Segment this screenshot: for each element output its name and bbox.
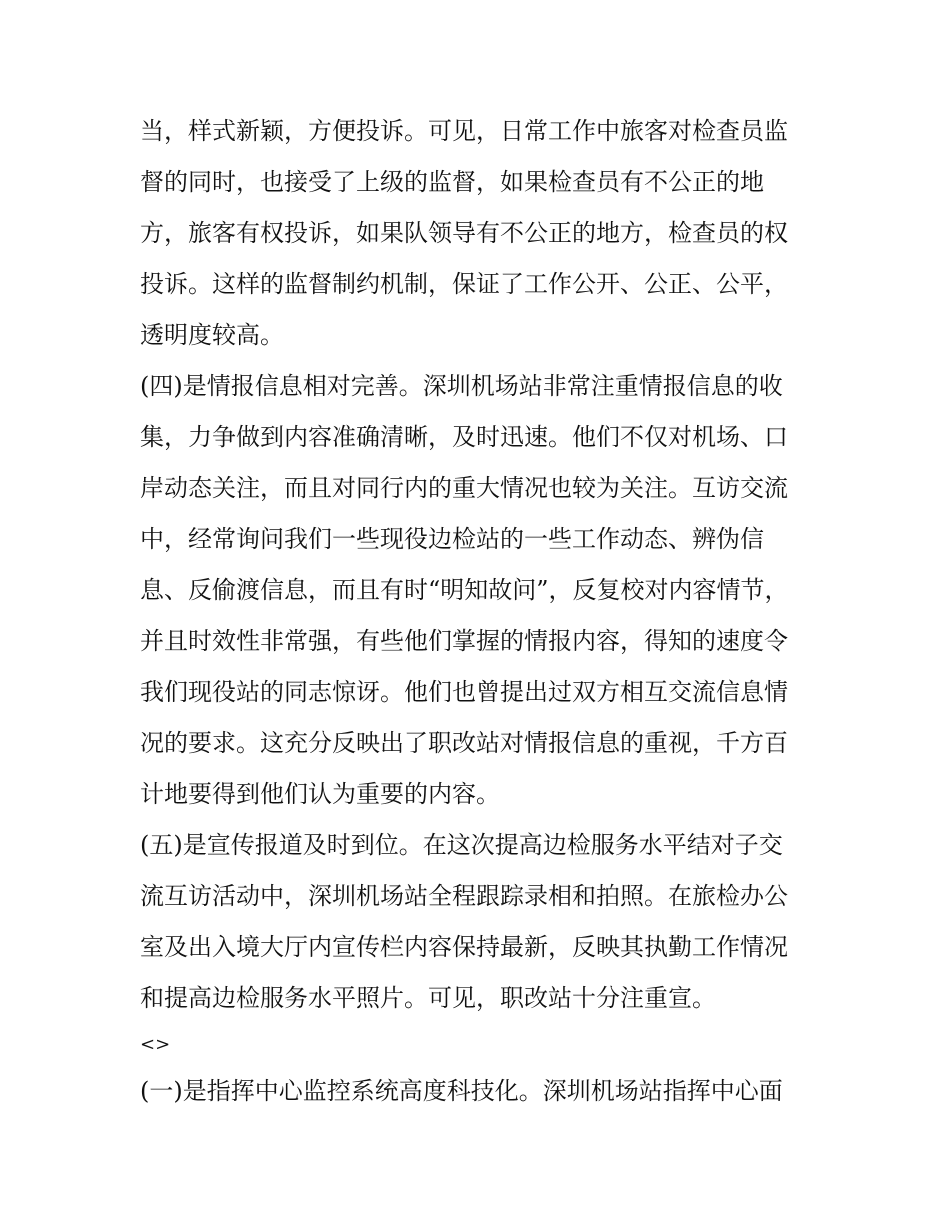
text-line: 息、反偷渡信息，而且有时“明知故问”，反复校对内容情节， (140, 576, 789, 604)
text-line: 计地要得到他们认为重要的内容。 (140, 780, 500, 808)
body-text (140, 106, 820, 1117)
text-line: <> (140, 1034, 171, 1055)
text-line: 当，样式新颖，方便投诉。可见，日常工作中旅客对检查员监 (140, 117, 788, 145)
text-line: 方，旅客有权投诉，如果队领导有不公正的地方，检查员的权 (140, 219, 788, 247)
text-line: 流互访活动中，深圳机场站全程跟踪录相和拍照。在旅检办公 (140, 882, 788, 910)
text-line: (五)是宣传报道及时到位。在这次提高边检服务水平结对子交 (140, 831, 783, 859)
text-line: (一)是指挥中心监控系统高度科技化。深圳机场站指挥中心面 (140, 1077, 783, 1105)
text-line: 中，经常询问我们一些现役边检站的一些工作动态、辨伪信 (140, 525, 764, 553)
text-line: 况的要求。这充分反映出了职改站对情报信息的重视，千方百 (140, 729, 788, 757)
text-line: 督的同时，也接受了上级的监督，如果检查员有不公正的地 (140, 168, 764, 196)
text-line: 并且时效性非常强，有些他们掌握的情报内容，得知的速度令 (140, 627, 788, 655)
text-line: 我们现役站的同志惊讶。他们也曾提出过双方相互交流信息情 (140, 678, 788, 706)
text-line: 集，力争做到内容准确清晰，及时迅速。他们不仅对机场、口 (140, 423, 788, 451)
text-line: (四)是情报信息相对完善。深圳机场站非常注重情报信息的收 (140, 372, 783, 400)
text-line: 透明度较高。 (140, 321, 284, 349)
text-line: 投诉。这样的监督制约机制，保证了工作公开、公正、公平， (140, 270, 788, 298)
text-line: 岸动态关注，而且对同行内的重大情况也较为关注。互访交流 (140, 474, 788, 502)
text-line: 和提高边检服务水平照片。可见，职改站十分注重宣。 (140, 984, 716, 1012)
text-line: 室及出入境大厅内宣传栏内容保持最新，反映其执勤工作情况 (140, 933, 788, 961)
